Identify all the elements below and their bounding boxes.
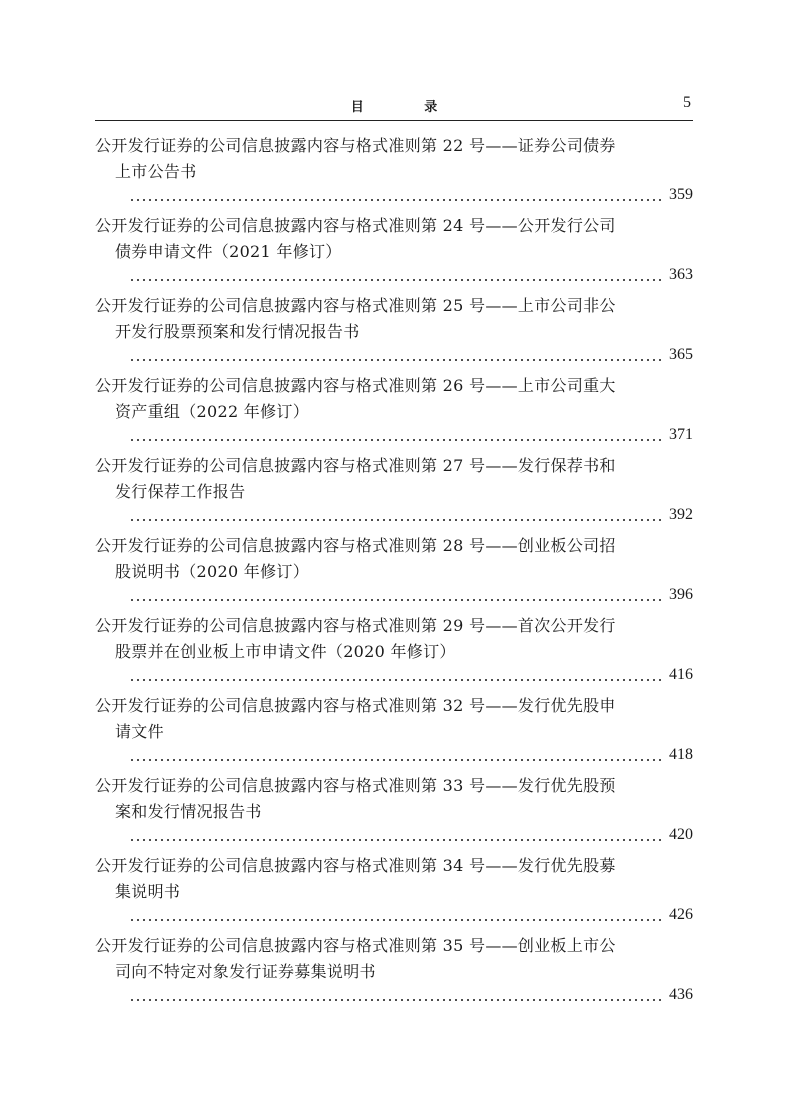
- toc-page-number: 371: [669, 426, 693, 443]
- toc-entry-title: [95, 453, 643, 505]
- toc-entry-title: [95, 133, 643, 185]
- toc-leader-row: [129, 985, 693, 1005]
- toc-page-number: 365: [669, 346, 693, 363]
- toc-leader-row: [129, 265, 693, 285]
- toc-entry-title-line2: 集说明书: [115, 882, 181, 901]
- dot-leader: [129, 919, 663, 921]
- toc-entry[interactable]: [95, 533, 693, 613]
- toc-entry-title: [95, 693, 643, 745]
- toc-leader-row: [129, 345, 693, 365]
- toc-entry-title-line1: 公开发行证券的公司信息披露内容与格式准则第 25 号——上市公司非公: [95, 296, 616, 315]
- toc-leader-row: [129, 425, 693, 445]
- toc-entry-title: [95, 533, 643, 585]
- toc-entry-title-line1: 公开发行证券的公司信息披露内容与格式准则第 35 号——创业板上市公: [95, 936, 616, 955]
- toc-entry-title-line2: 案和发行情况报告书: [115, 802, 262, 821]
- toc-entry-title-line2: 股票并在创业板上市申请文件（2020 年修订）: [115, 642, 456, 661]
- dot-leader: [129, 599, 663, 601]
- toc-entry[interactable]: [95, 693, 693, 773]
- toc-entry[interactable]: [95, 213, 693, 293]
- dot-leader: [129, 759, 663, 761]
- toc-entry-title-line1: 公开发行证券的公司信息披露内容与格式准则第 29 号——首次公开发行: [95, 616, 616, 635]
- dot-leader: [129, 199, 663, 201]
- dot-leader: [129, 279, 663, 281]
- toc-entry-title-line1: 公开发行证券的公司信息披露内容与格式准则第 22 号——证券公司债券: [95, 136, 616, 155]
- toc-entry-title-line2: 债券申请文件（2021 年修订）: [115, 242, 342, 261]
- dot-leader: [129, 839, 663, 841]
- toc-entry-title: [95, 933, 643, 985]
- toc-entry-title-line2: 发行保荐工作报告: [115, 482, 246, 501]
- toc-entry-title-line2: 司向不特定对象发行证券募集说明书: [115, 962, 376, 981]
- toc-page-number: 359: [669, 186, 693, 203]
- toc-page-number: 416: [669, 666, 693, 683]
- toc-entry-title-line1: 公开发行证券的公司信息披露内容与格式准则第 33 号——发行优先股预: [95, 776, 616, 795]
- toc-leader-row: [129, 505, 693, 525]
- toc-entry-title-line1: 公开发行证券的公司信息披露内容与格式准则第 26 号——上市公司重大: [95, 376, 616, 395]
- toc-entry[interactable]: [95, 293, 693, 373]
- toc-leader-row: [129, 585, 693, 605]
- toc-entry-title-line1: 公开发行证券的公司信息披露内容与格式准则第 24 号——公开发行公司: [95, 216, 616, 235]
- toc-entry-title-line1: 公开发行证券的公司信息披露内容与格式准则第 28 号——创业板公司招: [95, 536, 616, 555]
- toc-leader-row: [129, 185, 693, 205]
- page-number: 5: [683, 94, 691, 111]
- toc-entry-title-line2: 资产重组（2022 年修订）: [115, 402, 310, 421]
- dot-leader: [129, 999, 663, 1001]
- toc-leader-row: [129, 745, 693, 765]
- toc-entry-title: [95, 293, 643, 345]
- dot-leader: [129, 439, 663, 441]
- toc-entry[interactable]: [95, 453, 693, 533]
- page-header: [95, 92, 693, 121]
- toc-entry-title: [95, 773, 643, 825]
- toc-entry[interactable]: [95, 613, 693, 693]
- header-title: 目 录: [350, 100, 466, 115]
- toc-leader-row: [129, 825, 693, 845]
- toc-leader-row: [129, 905, 693, 925]
- toc-entry[interactable]: [95, 933, 693, 1013]
- toc-entry-title-line2: 开发行股票预案和发行情况报告书: [115, 322, 360, 341]
- dot-leader: [129, 679, 663, 681]
- toc-entry-title: [95, 213, 643, 265]
- toc-entry-title: [95, 853, 643, 905]
- toc-entry-title: [95, 613, 643, 665]
- dot-leader: [129, 359, 663, 361]
- toc-page-number: 436: [669, 986, 693, 1003]
- dot-leader: [129, 519, 663, 521]
- toc-entry-title-line1: 公开发行证券的公司信息披露内容与格式准则第 32 号——发行优先股申: [95, 696, 616, 715]
- toc-entry-title-line2: 股说明书（2020 年修订）: [115, 562, 310, 581]
- toc-page-number: 392: [669, 506, 693, 523]
- toc-page-number: 420: [669, 826, 693, 843]
- table-of-contents: [95, 133, 693, 1013]
- toc-entry[interactable]: [95, 853, 693, 933]
- toc-entry[interactable]: [95, 133, 693, 213]
- toc-entry[interactable]: [95, 373, 693, 453]
- toc-page-number: 426: [669, 906, 693, 923]
- toc-entry-title: [95, 373, 643, 425]
- toc-entry-title-line1: 公开发行证券的公司信息披露内容与格式准则第 34 号——发行优先股募: [95, 856, 616, 875]
- toc-page-number: 418: [669, 746, 693, 763]
- toc-leader-row: [129, 665, 693, 685]
- toc-entry-title-line1: 公开发行证券的公司信息披露内容与格式准则第 27 号——发行保荐书和: [95, 456, 616, 475]
- toc-page-number: 363: [669, 266, 693, 283]
- toc-entry-title-line2: 上市公告书: [115, 162, 197, 181]
- toc-entry[interactable]: [95, 773, 693, 853]
- toc-entry-title-line2: 请文件: [115, 722, 164, 741]
- toc-page-number: 396: [669, 586, 693, 603]
